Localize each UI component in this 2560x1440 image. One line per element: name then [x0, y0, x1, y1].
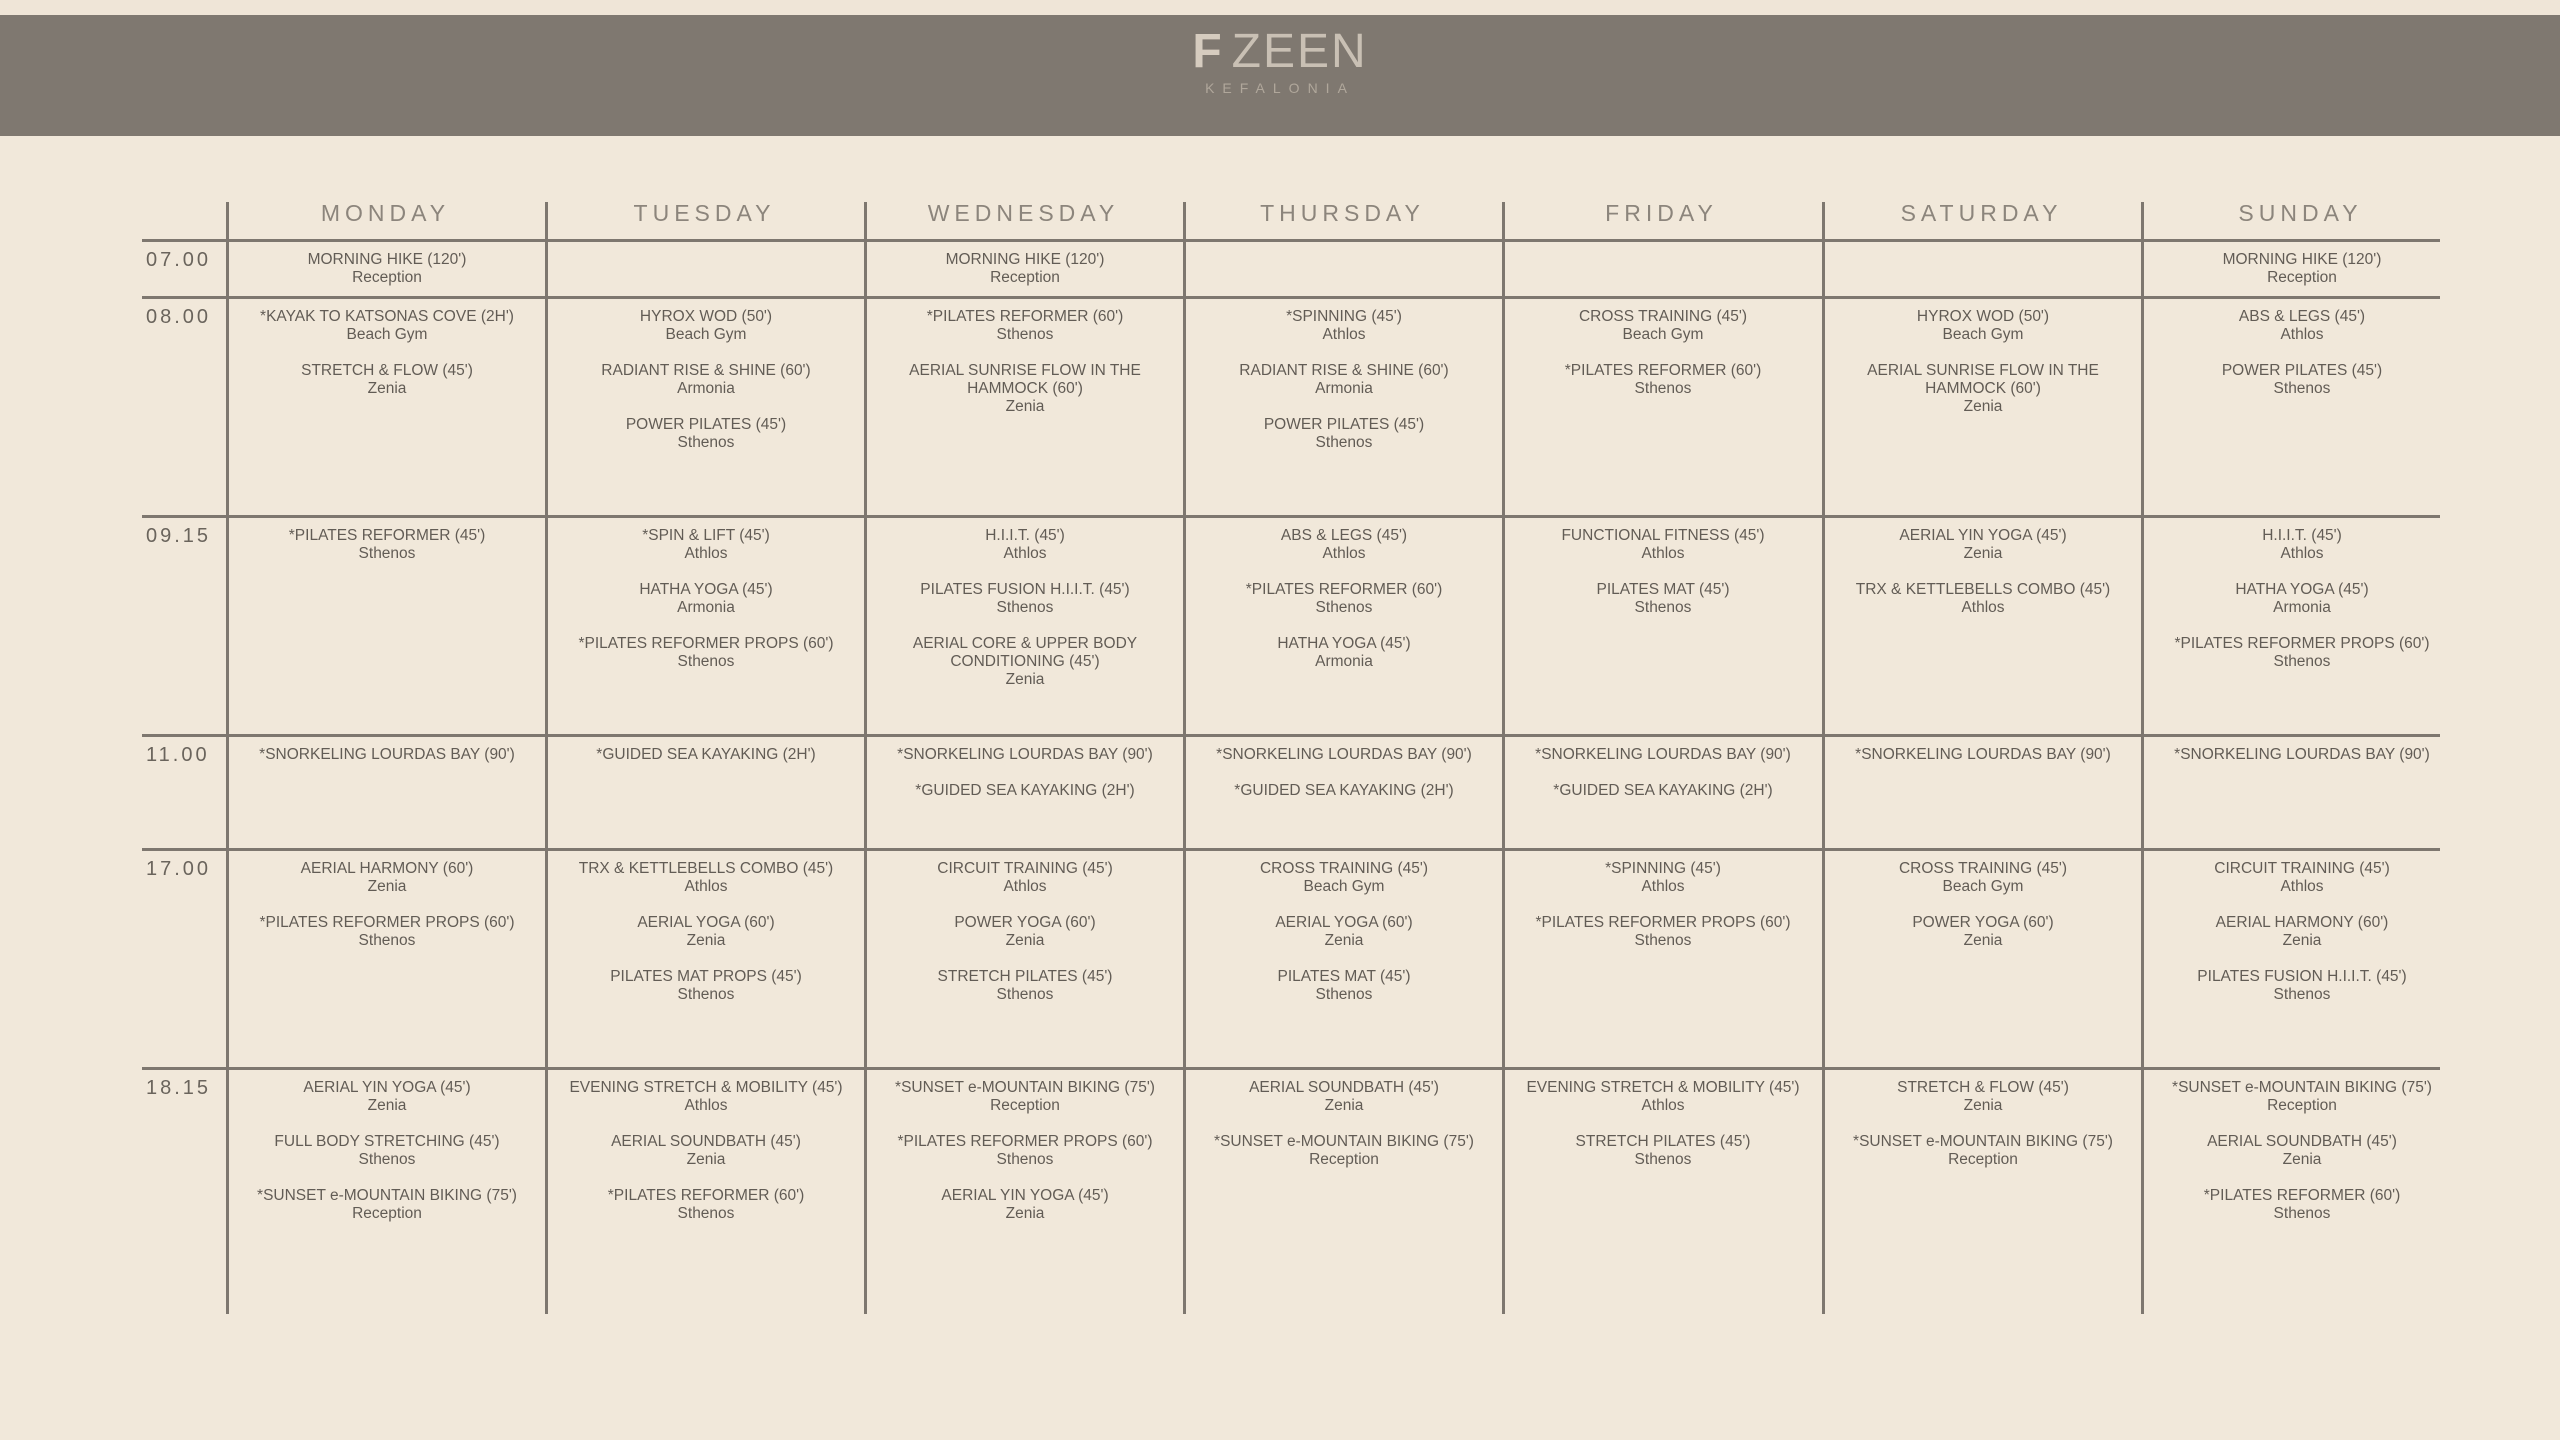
- schedule-cell: [1186, 860, 1502, 1022]
- class-location: Armonia: [677, 380, 735, 397]
- class-name: MORNING HIKE (120'): [307, 251, 467, 268]
- class-name: HATHA YOGA (45'): [639, 581, 773, 598]
- class-location: Sthenos: [1634, 599, 1692, 616]
- class-name: H.I.I.T. (45'): [2262, 527, 2342, 544]
- schedule-cell: [229, 860, 545, 968]
- class-name: POWER PILATES (45'): [2221, 362, 2383, 379]
- class-location: Sthenos: [1634, 1151, 1692, 1168]
- class-location: Zenia: [1324, 932, 1364, 949]
- class-location: Athlos: [1003, 545, 1047, 562]
- row-divider: [142, 1067, 2440, 1070]
- class-location: Sthenos: [1634, 932, 1692, 949]
- class-name: *SNORKELING LOURDAS BAY (90'): [2174, 746, 2430, 763]
- class-entry: [548, 914, 864, 950]
- class-location: Sthenos: [996, 599, 1054, 616]
- class-entry: [1186, 860, 1502, 896]
- class-location: Zenia: [367, 1097, 407, 1114]
- class-location: Beach Gym: [346, 326, 428, 343]
- schedule-cell: [2144, 527, 2460, 689]
- class-name: STRETCH PILATES (45'): [1575, 1133, 1751, 1150]
- class-entry: [867, 527, 1183, 563]
- class-entry: [1186, 1079, 1502, 1115]
- class-location: Athlos: [2280, 545, 2324, 562]
- class-entry: [548, 635, 864, 671]
- class-name: AERIAL SUNRISE FLOW IN THE HAMMOCK (60'): [1867, 362, 2099, 397]
- class-entry: [1186, 746, 1502, 764]
- class-location: Athlos: [684, 545, 728, 562]
- class-location: Beach Gym: [665, 326, 747, 343]
- class-location: Zenia: [1005, 1205, 1045, 1222]
- row-divider: [142, 734, 2440, 737]
- class-location: Beach Gym: [1622, 326, 1704, 343]
- class-name: *SNORKELING LOURDAS BAY (90'): [259, 746, 515, 763]
- schedule-cell: [229, 746, 545, 782]
- day-header-tuesday: TUESDAY: [633, 200, 776, 226]
- class-entry: [2144, 581, 2460, 617]
- class-location: Zenia: [1963, 932, 2003, 949]
- class-location: Athlos: [1641, 545, 1685, 562]
- schedule-cell: [1505, 860, 1821, 968]
- class-name: AERIAL YIN YOGA (45'): [941, 1187, 1109, 1204]
- class-entry: [548, 860, 864, 896]
- class-name: *SUNSET e-MOUNTAIN BIKING (75'): [895, 1079, 1155, 1096]
- class-location: Reception: [352, 1205, 422, 1222]
- class-entry: [867, 251, 1183, 287]
- class-location: Sthenos: [1315, 986, 1373, 1003]
- class-location: Zenia: [1005, 671, 1045, 688]
- class-name: PILATES MAT (45'): [1277, 968, 1411, 985]
- class-name: *GUIDED SEA KAYAKING (2H'): [596, 746, 816, 763]
- class-entry: [867, 860, 1183, 896]
- class-name: AERIAL HARMONY (60'): [2215, 914, 2389, 931]
- class-entry: [1186, 914, 1502, 950]
- class-entry: [1505, 1133, 1821, 1169]
- class-location: Zenia: [367, 878, 407, 895]
- class-location: Sthenos: [1315, 599, 1373, 616]
- class-name: *PILATES REFORMER PROPS (60'): [1535, 914, 1791, 931]
- class-entry: [1505, 1079, 1821, 1115]
- class-name: AERIAL SOUNDBATH (45'): [1249, 1079, 1439, 1096]
- class-entry: [1186, 968, 1502, 1004]
- class-entry: [867, 581, 1183, 617]
- class-name: EVENING STRETCH & MOBILITY (45'): [569, 1079, 843, 1096]
- class-name: STRETCH & FLOW (45'): [301, 362, 473, 379]
- class-name: TRX & KETTLEBELLS COMBO (45'): [578, 860, 834, 877]
- class-name: *SNORKELING LOURDAS BAY (90'): [897, 746, 1153, 763]
- class-entry: [1186, 635, 1502, 671]
- schedule-cell: [867, 860, 1183, 1022]
- class-name: *SNORKELING LOURDAS BAY (90'): [1535, 746, 1791, 763]
- schedule-cell: [548, 308, 864, 470]
- class-name: PILATES FUSION H.I.I.T. (45'): [2197, 968, 2407, 985]
- class-entry: [229, 1187, 545, 1223]
- logo-letter: F: [1192, 25, 1224, 78]
- schedule-cell: [229, 1079, 545, 1241]
- day-header-monday: MONDAY: [320, 200, 451, 226]
- schedule-cell: [1186, 308, 1502, 470]
- class-name: STRETCH PILATES (45'): [937, 968, 1113, 985]
- class-location: Armonia: [2273, 599, 2331, 616]
- class-location: Zenia: [1963, 545, 2003, 562]
- class-name: *GUIDED SEA KAYAKING (2H'): [915, 782, 1135, 799]
- time-slot-label: 17.00: [146, 858, 212, 880]
- class-entry: [2144, 308, 2460, 344]
- schedule-cell: [548, 1079, 864, 1241]
- class-entry: [1186, 782, 1502, 800]
- class-location: Athlos: [1961, 599, 2005, 616]
- row-divider: [142, 515, 2440, 518]
- class-entry: [1825, 914, 2141, 950]
- row-divider: [142, 239, 2440, 242]
- class-location: Reception: [1948, 1151, 2018, 1168]
- class-entry: [1186, 1133, 1502, 1169]
- time-slot-label: 11.00: [146, 744, 210, 766]
- class-location: Reception: [352, 269, 422, 286]
- class-entry: [1186, 581, 1502, 617]
- class-name: *KAYAK TO KATSONAS COVE (2H'): [260, 308, 514, 325]
- class-entry: [229, 251, 545, 287]
- class-location: Zenia: [686, 1151, 726, 1168]
- class-name: PILATES FUSION H.I.I.T. (45'): [920, 581, 1130, 598]
- class-entry: [1186, 416, 1502, 452]
- class-entry: [548, 1133, 864, 1169]
- class-entry: [1825, 527, 2141, 563]
- schedule-cell: [867, 251, 1183, 305]
- class-entry: [548, 1079, 864, 1115]
- class-location: Reception: [2267, 1097, 2337, 1114]
- row-divider: [142, 848, 2440, 851]
- class-name: ABS & LEGS (45'): [2238, 308, 2366, 325]
- class-location: Athlos: [1322, 545, 1366, 562]
- class-name: CROSS TRAINING (45'): [1578, 308, 1748, 325]
- class-location: Athlos: [1003, 878, 1047, 895]
- class-entry: [1505, 527, 1821, 563]
- class-name: HYROX WOD (50'): [1916, 308, 2050, 325]
- brand-location: KEFALONIA: [1205, 80, 1355, 96]
- class-entry: [1505, 581, 1821, 617]
- class-entry: [548, 527, 864, 563]
- day-header-saturday: SATURDAY: [1900, 200, 2063, 226]
- class-name: *SNORKELING LOURDAS BAY (90'): [1216, 746, 1472, 763]
- schedule-cell: [1186, 746, 1502, 818]
- schedule-cell: [2144, 860, 2460, 1022]
- class-name: *GUIDED SEA KAYAKING (2H'): [1553, 782, 1773, 799]
- class-entry: [2144, 527, 2460, 563]
- class-location: Armonia: [1315, 653, 1373, 670]
- class-entry: [548, 1187, 864, 1223]
- class-name: HYROX WOD (50'): [639, 308, 773, 325]
- class-entry: [1505, 914, 1821, 950]
- class-entry: [1825, 1133, 2141, 1169]
- class-location: Athlos: [1322, 326, 1366, 343]
- class-location: Zenia: [1963, 398, 2003, 415]
- time-slot-label: 09.15: [146, 525, 212, 547]
- class-location: Beach Gym: [1942, 326, 2024, 343]
- class-location: Athlos: [2280, 878, 2324, 895]
- schedule-cell: [1825, 746, 2141, 782]
- class-name: *SUNSET e-MOUNTAIN BIKING (75'): [1214, 1133, 1474, 1150]
- class-entry: [1825, 1079, 2141, 1115]
- class-name: *PILATES REFORMER (45'): [288, 527, 486, 544]
- class-location: Athlos: [684, 1097, 728, 1114]
- schedule-cell: [867, 308, 1183, 434]
- class-name: *PILATES REFORMER (60'): [607, 1187, 805, 1204]
- logo-word: ZEEN: [1231, 25, 1368, 78]
- class-entry: [1825, 581, 2141, 617]
- class-entry: [1186, 308, 1502, 344]
- class-name: AERIAL CORE & UPPER BODY CONDITIONING (45'): [912, 635, 1138, 670]
- day-header-wednesday: WEDNESDAY: [927, 200, 1120, 226]
- class-location: Sthenos: [358, 1151, 416, 1168]
- class-name: MORNING HIKE (120'): [2222, 251, 2382, 268]
- class-entry: [1505, 782, 1821, 800]
- class-name: *SNORKELING LOURDAS BAY (90'): [1855, 746, 2111, 763]
- class-entry: [867, 362, 1183, 416]
- class-entry: [2144, 968, 2460, 1004]
- class-entry: [2144, 1079, 2460, 1115]
- class-name: *SPIN & LIFT (45'): [642, 527, 770, 544]
- class-entry: [1505, 362, 1821, 398]
- class-location: Sthenos: [358, 545, 416, 562]
- class-location: Athlos: [1641, 1097, 1685, 1114]
- schedule-cell: [1505, 746, 1821, 818]
- class-name: *SUNSET e-MOUNTAIN BIKING (75'): [1853, 1133, 2113, 1150]
- class-location: Zenia: [2282, 932, 2322, 949]
- class-name: *GUIDED SEA KAYAKING (2H'): [1234, 782, 1454, 799]
- class-name: *PILATES REFORMER PROPS (60'): [897, 1133, 1153, 1150]
- schedule-cell: [1825, 527, 2141, 635]
- class-entry: [1825, 308, 2141, 344]
- class-entry: [229, 914, 545, 950]
- class-name: AERIAL SUNRISE FLOW IN THE HAMMOCK (60'): [909, 362, 1141, 397]
- class-location: Zenia: [686, 932, 726, 949]
- class-entry: [229, 860, 545, 896]
- schedule-cell: [1825, 1079, 2141, 1187]
- class-entry: [1186, 362, 1502, 398]
- class-entry: [548, 362, 864, 398]
- class-entry: [229, 362, 545, 398]
- class-location: Reception: [990, 269, 1060, 286]
- class-entry: [867, 308, 1183, 344]
- schedule-cell: [1505, 308, 1821, 416]
- class-name: *PILATES REFORMER (60'): [1245, 581, 1443, 598]
- class-name: *PILATES REFORMER PROPS (60'): [578, 635, 834, 652]
- class-entry: [2144, 860, 2460, 896]
- class-entry: [2144, 635, 2460, 671]
- class-name: MORNING HIKE (120'): [945, 251, 1105, 268]
- class-entry: [229, 1079, 545, 1115]
- schedule-cell: [1505, 527, 1821, 635]
- schedule-cell: [548, 527, 864, 689]
- class-name: POWER YOGA (60'): [1912, 914, 2054, 931]
- class-entry: [2144, 251, 2460, 287]
- class-location: Beach Gym: [1942, 878, 2024, 895]
- class-entry: [2144, 1133, 2460, 1169]
- class-location: Sthenos: [2273, 653, 2331, 670]
- class-location: Athlos: [684, 878, 728, 895]
- schedule-cell: [1186, 527, 1502, 689]
- class-entry: [1825, 746, 2141, 764]
- class-entry: [229, 1133, 545, 1169]
- class-location: Zenia: [367, 380, 407, 397]
- schedule-cell: [867, 1079, 1183, 1241]
- class-location: Zenia: [2282, 1151, 2322, 1168]
- class-name: PILATES MAT (45'): [1596, 581, 1730, 598]
- class-location: Beach Gym: [1303, 878, 1385, 895]
- class-location: Sthenos: [1634, 380, 1692, 397]
- class-entry: [1505, 308, 1821, 344]
- schedule-cell: [1825, 308, 2141, 434]
- time-slot-label: 18.15: [146, 1077, 212, 1099]
- day-header-sunday: SUNDAY: [2238, 200, 2363, 226]
- schedule-cell: [867, 527, 1183, 707]
- schedule-cell: [229, 251, 545, 305]
- class-name: EVENING STRETCH & MOBILITY (45'): [1526, 1079, 1800, 1096]
- class-entry: [2144, 1187, 2460, 1223]
- class-entry: [229, 746, 545, 764]
- class-name: POWER YOGA (60'): [954, 914, 1096, 931]
- class-location: Sthenos: [996, 1151, 1054, 1168]
- day-header-friday: FRIDAY: [1605, 200, 1718, 226]
- class-name: POWER PILATES (45'): [1263, 416, 1425, 433]
- class-entry: [867, 782, 1183, 800]
- class-location: Sthenos: [358, 932, 416, 949]
- class-name: AERIAL YIN YOGA (45'): [303, 1079, 471, 1096]
- schedule-cell: [548, 746, 864, 782]
- class-location: Armonia: [1315, 380, 1373, 397]
- class-name: STRETCH & FLOW (45'): [1897, 1079, 2069, 1096]
- schedule-cell: [2144, 746, 2460, 782]
- class-name: *PILATES REFORMER (60'): [1564, 362, 1762, 379]
- class-name: *SPINNING (45'): [1286, 308, 1402, 325]
- class-name: FULL BODY STRETCHING (45'): [274, 1133, 500, 1150]
- day-header-thursday: THURSDAY: [1260, 200, 1425, 226]
- class-location: Zenia: [1005, 932, 1045, 949]
- class-name: CROSS TRAINING (45'): [1898, 860, 2068, 877]
- class-location: Armonia: [677, 599, 735, 616]
- class-name: *SUNSET e-MOUNTAIN BIKING (75'): [257, 1187, 517, 1204]
- class-location: Sthenos: [677, 986, 735, 1003]
- class-entry: [1825, 860, 2141, 896]
- class-name: *PILATES REFORMER (60'): [2203, 1187, 2401, 1204]
- class-location: Zenia: [1324, 1097, 1364, 1114]
- class-location: Reception: [2267, 269, 2337, 286]
- class-entry: [867, 968, 1183, 1004]
- class-entry: [229, 527, 545, 563]
- class-location: Sthenos: [677, 434, 735, 451]
- class-entry: [867, 635, 1183, 689]
- class-entry: [867, 1187, 1183, 1223]
- class-name: H.I.I.T. (45'): [985, 527, 1065, 544]
- time-slot-label: 07.00: [146, 249, 212, 271]
- class-entry: [1505, 860, 1821, 896]
- class-location: Zenia: [1005, 398, 1045, 415]
- class-name: RADIANT RISE & SHINE (60'): [601, 362, 811, 379]
- class-name: *PILATES REFORMER (60'): [926, 308, 1124, 325]
- class-entry: [548, 416, 864, 452]
- class-location: Reception: [990, 1097, 1060, 1114]
- class-name: *PILATES REFORMER PROPS (60'): [2174, 635, 2430, 652]
- class-name: AERIAL SOUNDBATH (45'): [2207, 1133, 2397, 1150]
- class-name: HATHA YOGA (45'): [1277, 635, 1411, 652]
- schedule-cell: [2144, 1079, 2460, 1241]
- class-name: AERIAL YIN YOGA (45'): [1899, 527, 2067, 544]
- schedule-cell: [867, 746, 1183, 818]
- class-name: CIRCUIT TRAINING (45'): [937, 860, 1113, 877]
- class-entry: [548, 581, 864, 617]
- schedule-cell: [1825, 860, 2141, 968]
- class-location: Zenia: [1963, 1097, 2003, 1114]
- schedule-cell: [229, 308, 545, 416]
- class-name: AERIAL HARMONY (60'): [300, 860, 474, 877]
- schedule-cell: [229, 527, 545, 581]
- class-entry: [548, 968, 864, 1004]
- class-name: *SPINNING (45'): [1605, 860, 1721, 877]
- class-location: Sthenos: [1315, 434, 1373, 451]
- class-entry: [867, 914, 1183, 950]
- class-name: AERIAL YOGA (60'): [637, 914, 775, 931]
- class-location: Sthenos: [2273, 380, 2331, 397]
- class-entry: [229, 308, 545, 344]
- class-location: Sthenos: [2273, 1205, 2331, 1222]
- class-location: Athlos: [2280, 326, 2324, 343]
- class-location: Reception: [1309, 1151, 1379, 1168]
- class-entry: [867, 1079, 1183, 1115]
- class-name: ABS & LEGS (45'): [1280, 527, 1408, 544]
- class-location: Sthenos: [677, 653, 735, 670]
- class-name: FUNCTIONAL FITNESS (45'): [1561, 527, 1765, 544]
- class-location: Sthenos: [677, 1205, 735, 1222]
- class-name: PILATES MAT PROPS (45'): [610, 968, 802, 985]
- class-location: Sthenos: [2273, 986, 2331, 1003]
- class-name: AERIAL YOGA (60'): [1275, 914, 1413, 931]
- schedule-cell: [1186, 1079, 1502, 1187]
- class-entry: [2144, 746, 2460, 764]
- class-name: AERIAL SOUNDBATH (45'): [611, 1133, 801, 1150]
- class-location: Athlos: [1641, 878, 1685, 895]
- time-slot-label: 08.00: [146, 306, 212, 328]
- class-name: CIRCUIT TRAINING (45'): [2214, 860, 2390, 877]
- class-name: TRX & KETTLEBELLS COMBO (45'): [1855, 581, 2111, 598]
- class-entry: [867, 746, 1183, 764]
- class-entry: [2144, 362, 2460, 398]
- class-entry: [1505, 746, 1821, 764]
- schedule-cell: [2144, 251, 2460, 305]
- class-entry: [548, 308, 864, 344]
- class-name: POWER PILATES (45'): [625, 416, 787, 433]
- class-entry: [2144, 914, 2460, 950]
- class-entry: [1825, 362, 2141, 416]
- class-entry: [548, 746, 864, 764]
- schedule-cell: [2144, 308, 2460, 416]
- schedule-cell: [548, 860, 864, 1022]
- class-location: Sthenos: [996, 986, 1054, 1003]
- class-entry: [1186, 527, 1502, 563]
- class-name: CROSS TRAINING (45'): [1259, 860, 1429, 877]
- class-name: HATHA YOGA (45'): [2235, 581, 2369, 598]
- class-entry: [867, 1133, 1183, 1169]
- class-name: RADIANT RISE & SHINE (60'): [1239, 362, 1449, 379]
- class-name: *PILATES REFORMER PROPS (60'): [259, 914, 515, 931]
- class-location: Sthenos: [996, 326, 1054, 343]
- class-name: *SUNSET e-MOUNTAIN BIKING (75'): [2172, 1079, 2432, 1096]
- schedule-cell: [1505, 1079, 1821, 1187]
